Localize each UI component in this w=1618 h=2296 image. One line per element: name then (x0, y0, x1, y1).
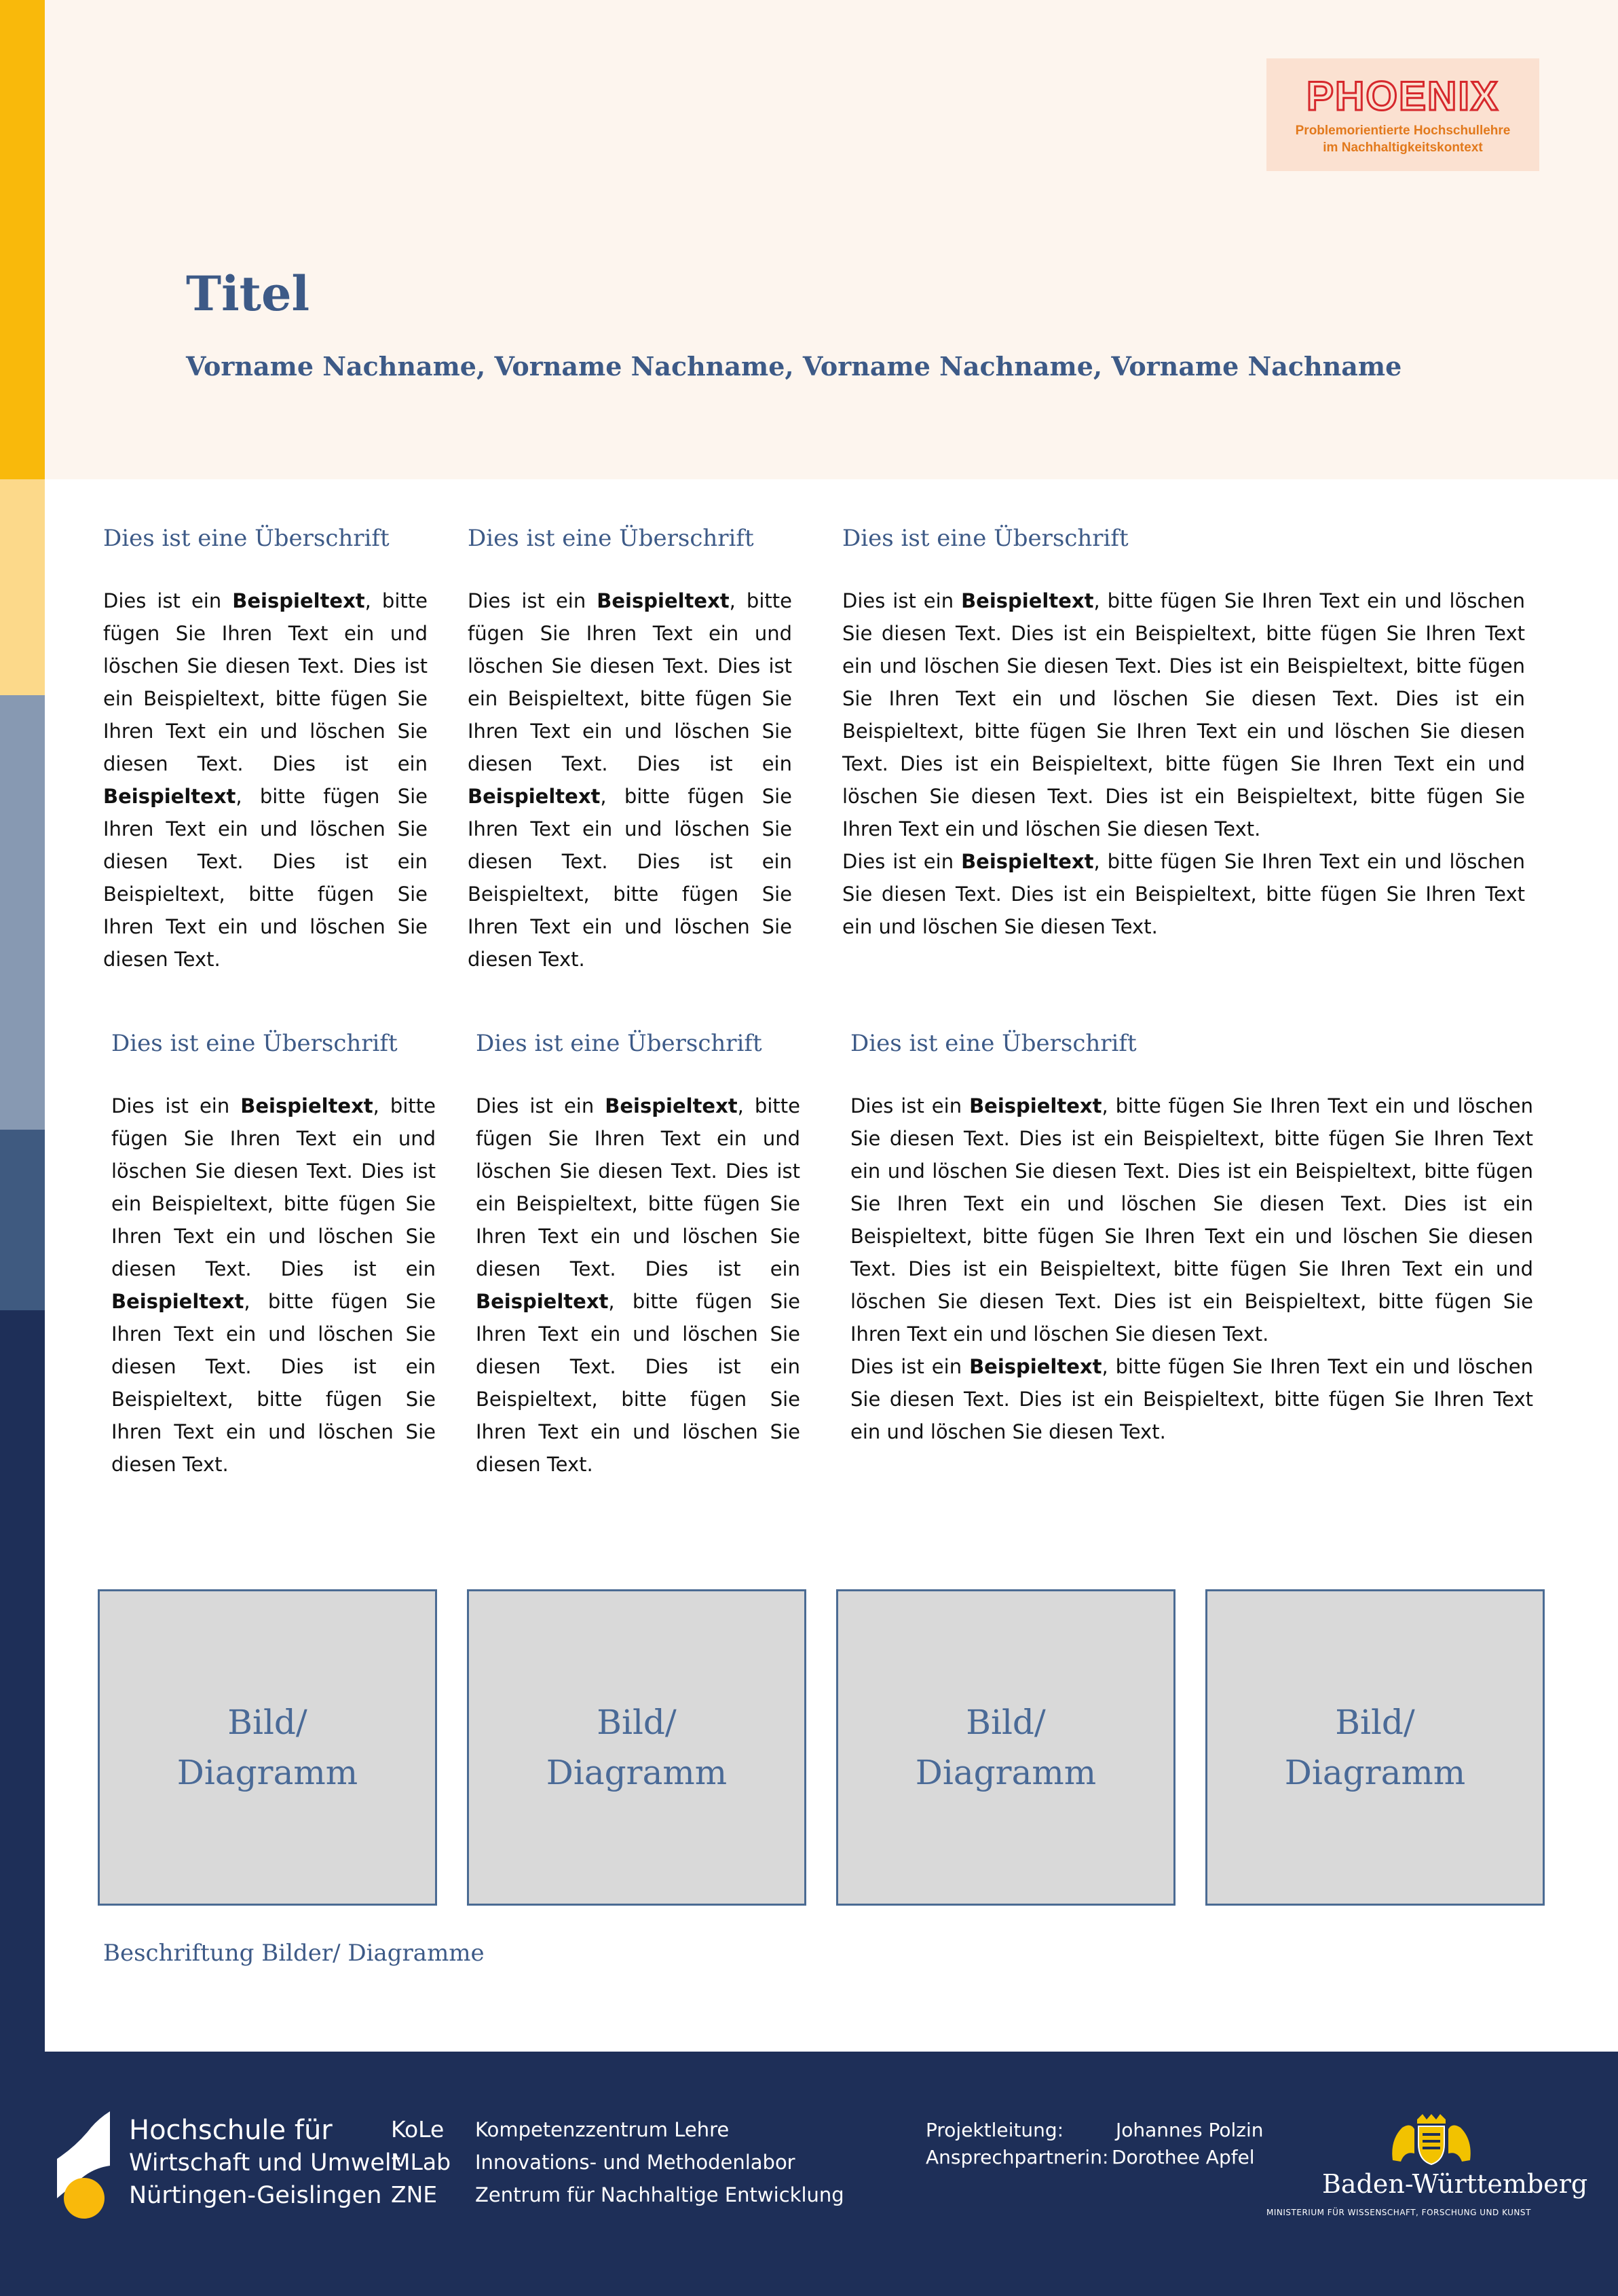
bold-term: Beispieltext (969, 1094, 1102, 1117)
baden-wuerttemberg-crest-icon (1387, 2113, 1475, 2167)
poster-title: Titel (186, 265, 310, 322)
section-heading: Dies ist eine Überschrift (468, 525, 754, 552)
contact-person-label: Ansprechpartnerin: (926, 2146, 1109, 2168)
bold-term: Beispieltext (597, 589, 730, 612)
phoenix-logo-subtitle-2: im Nachhaltigkeitskontext (1323, 141, 1483, 155)
section-body: Dies ist ein Beispieltext, bitte fügen Sie Ihren Text ein und löschen Sie diesen Text. Dies ist ein Beispieltext, bitte fügen Sie Ihren Text ein und löschen Sie diesen Text. Dies ist ein Beispieltext, bitte fügen Sie Ihren Text ein und löschen Sie diesen Text. Dies ist ein Beispieltext, bitte fügen Sie Ihren Text ein und löschen Sie diesen Text. (468, 589, 792, 971)
bold-term: Beispieltext (969, 1355, 1102, 1378)
text-section (468, 519, 792, 976)
color-band-grey-blue (0, 695, 45, 1130)
section-body: Dies ist ein Beispieltext, bitte fügen Sie Ihren Text ein und löschen Sie diesen Text. Dies ist ein Beispieltext, bitte fügen Sie Ihren Text ein und löschen Sie diesen Text. Dies ist ein Beispieltext, bitte fügen Sie Ihren Text ein und löschen Sie diesen Text. Dies ist ein Beispieltext, bitte fügen Sie Ihren Text ein und löschen Sie diesen Text. (111, 1094, 436, 1476)
section-heading: Dies ist eine Überschrift (850, 1030, 1137, 1057)
section-heading: Dies ist eine Überschrift (842, 525, 1129, 552)
section-heading: Dies ist eine Überschrift (111, 1030, 398, 1057)
footer: Hochschule für Wirtschaft und Umwelt Nürtingen-Geislingen KoLe Kompetenzzentrum Lehre MLab Innovations- und Methodenlabor ZNE Zentrum für Nachhaltige Entwicklung Projektleitung: Johannes Polzin Ansprechpartnerin: Dorothee Apfel Baden-Württemberg MINISTERIUM FÜR WISSENSCHAFT, FORSCHUNG UND KUNST (45, 2052, 1618, 2296)
bold-term: Beispieltext (103, 785, 236, 808)
image-placeholder (467, 1589, 806, 1906)
bold-term: Beispieltext (476, 1290, 609, 1313)
project-lead-name: Johannes Polzin (1116, 2119, 1264, 2141)
bold-term: Beispieltext (605, 1094, 738, 1117)
bold-term: Beispieltext (232, 589, 365, 612)
image-placeholder-label: Bild/ Diagramm (546, 1703, 728, 1792)
color-band-light-yellow (0, 479, 45, 695)
hfwu-logo-text: Hochschule für Wirtschaft und Umwelt Nürtingen-Geislingen (129, 2115, 401, 2209)
section-body: Dies ist ein Beispieltext, bitte fügen Sie Ihren Text ein und löschen Sie diesen Text. Dies ist ein Beispieltext, bitte fügen Sie Ihren Text ein und löschen Sie diesen Text. Dies ist ein Beispieltext, bitte fügen Sie Ihren Text ein und löschen Sie diesen Text. Dies ist ein Beispieltext, bitte fügen Sie Ihren Text ein und löschen Sie diesen Text. Dies ist ein Beispieltext, bitte fügen Sie Ihren Text ein und löschen Sie diesen Text. Dies ist ein Beispieltext, bitte fügen Sie Ihren Text ein und löschen Sie diesen Text. Dies ist ein Beispieltext, bitte fügen Sie Ihren Text ein und löschen Sie diesen Text. Dies ist ein Beispieltext, bitte fügen Sie Ihren Text ein und löschen Sie diesen Text. (842, 589, 1525, 938)
section-body: Dies ist ein Beispieltext, bitte fügen Sie Ihren Text ein und löschen Sie diesen Text. Dies ist ein Beispieltext, bitte fügen Sie Ihren Text ein und löschen Sie diesen Text. Dies ist ein Beispieltext, bitte fügen Sie Ihren Text ein und löschen Sie diesen Text. Dies ist ein Beispieltext, bitte fügen Sie Ihren Text ein und löschen Sie diesen Text. (476, 1094, 800, 1476)
section-heading: Dies ist eine Überschrift (476, 1030, 762, 1057)
image-placeholder (98, 1589, 437, 1906)
image-placeholder-label: Bild/ Diagramm (915, 1703, 1097, 1792)
hfwu-logo-mark-icon (57, 2111, 111, 2219)
bold-term: Beispieltext (468, 785, 601, 808)
image-placeholder-label: Bild/ Diagramm (176, 1703, 358, 1792)
image-placeholder (836, 1589, 1175, 1906)
bold-term: Beispieltext (961, 589, 1094, 612)
author-list: Vorname Nachname, Vorname Nachname, Vorname Nachname, Vorname Nachname (186, 351, 1402, 382)
section-body: Dies ist ein Beispieltext, bitte fügen Sie Ihren Text ein und löschen Sie diesen Text. Dies ist ein Beispieltext, bitte fügen Sie Ihren Text ein und löschen Sie diesen Text. Dies ist ein Beispieltext, bitte fügen Sie Ihren Text ein und löschen Sie diesen Text. Dies ist ein Beispieltext, bitte fügen Sie Ihren Text ein und löschen Sie diesen Text. (103, 589, 428, 971)
image-caption: Beschriftung Bilder/ Diagramme (103, 1940, 485, 1967)
ministry-name: MINISTERIUM FÜR WISSENSCHAFT, FORSCHUNG UND KUNST (1266, 2208, 1531, 2217)
contact-person-name: Dorothee Apfel (1112, 2146, 1255, 2168)
phoenix-logo (1266, 58, 1539, 171)
color-band-yellow (0, 0, 45, 479)
text-section (850, 1024, 1533, 1448)
text-section (103, 519, 428, 976)
state-name: Baden-Württemberg (1322, 2169, 1588, 2199)
phoenix-logo-subtitle-1: Problemorientierte Hochschullehre (1295, 124, 1511, 138)
color-band-mid-blue (0, 1130, 45, 1310)
section-heading: Dies ist eine Überschrift (103, 525, 390, 552)
image-placeholder-label: Bild/ Diagramm (1284, 1703, 1466, 1792)
bold-term: Beispieltext (111, 1290, 244, 1313)
bold-term: Beispieltext (961, 850, 1094, 873)
bold-term: Beispieltext (240, 1094, 373, 1117)
image-placeholder (1205, 1589, 1545, 1906)
section-body: Dies ist ein Beispieltext, bitte fügen Sie Ihren Text ein und löschen Sie diesen Text. Dies ist ein Beispieltext, bitte fügen Sie Ihren Text ein und löschen Sie diesen Text. Dies ist ein Beispieltext, bitte fügen Sie Ihren Text ein und löschen Sie diesen Text. Dies ist ein Beispieltext, bitte fügen Sie Ihren Text ein und löschen Sie diesen Text. Dies ist ein Beispieltext, bitte fügen Sie Ihren Text ein und löschen Sie diesen Text. Dies ist ein Beispieltext, bitte fügen Sie Ihren Text ein und löschen Sie diesen Text. Dies ist ein Beispieltext, bitte fügen Sie Ihren Text ein und löschen Sie diesen Text. Dies ist ein Beispieltext, bitte fügen Sie Ihren Text ein und löschen Sie diesen Text. (850, 1094, 1533, 1443)
project-lead-label: Projektleitung: (926, 2119, 1064, 2141)
color-band-navy (0, 1310, 45, 2296)
phoenix-logo-word: PHOENIX (1306, 73, 1500, 119)
text-section (111, 1024, 436, 1481)
text-section (842, 519, 1525, 943)
text-section (476, 1024, 800, 1481)
